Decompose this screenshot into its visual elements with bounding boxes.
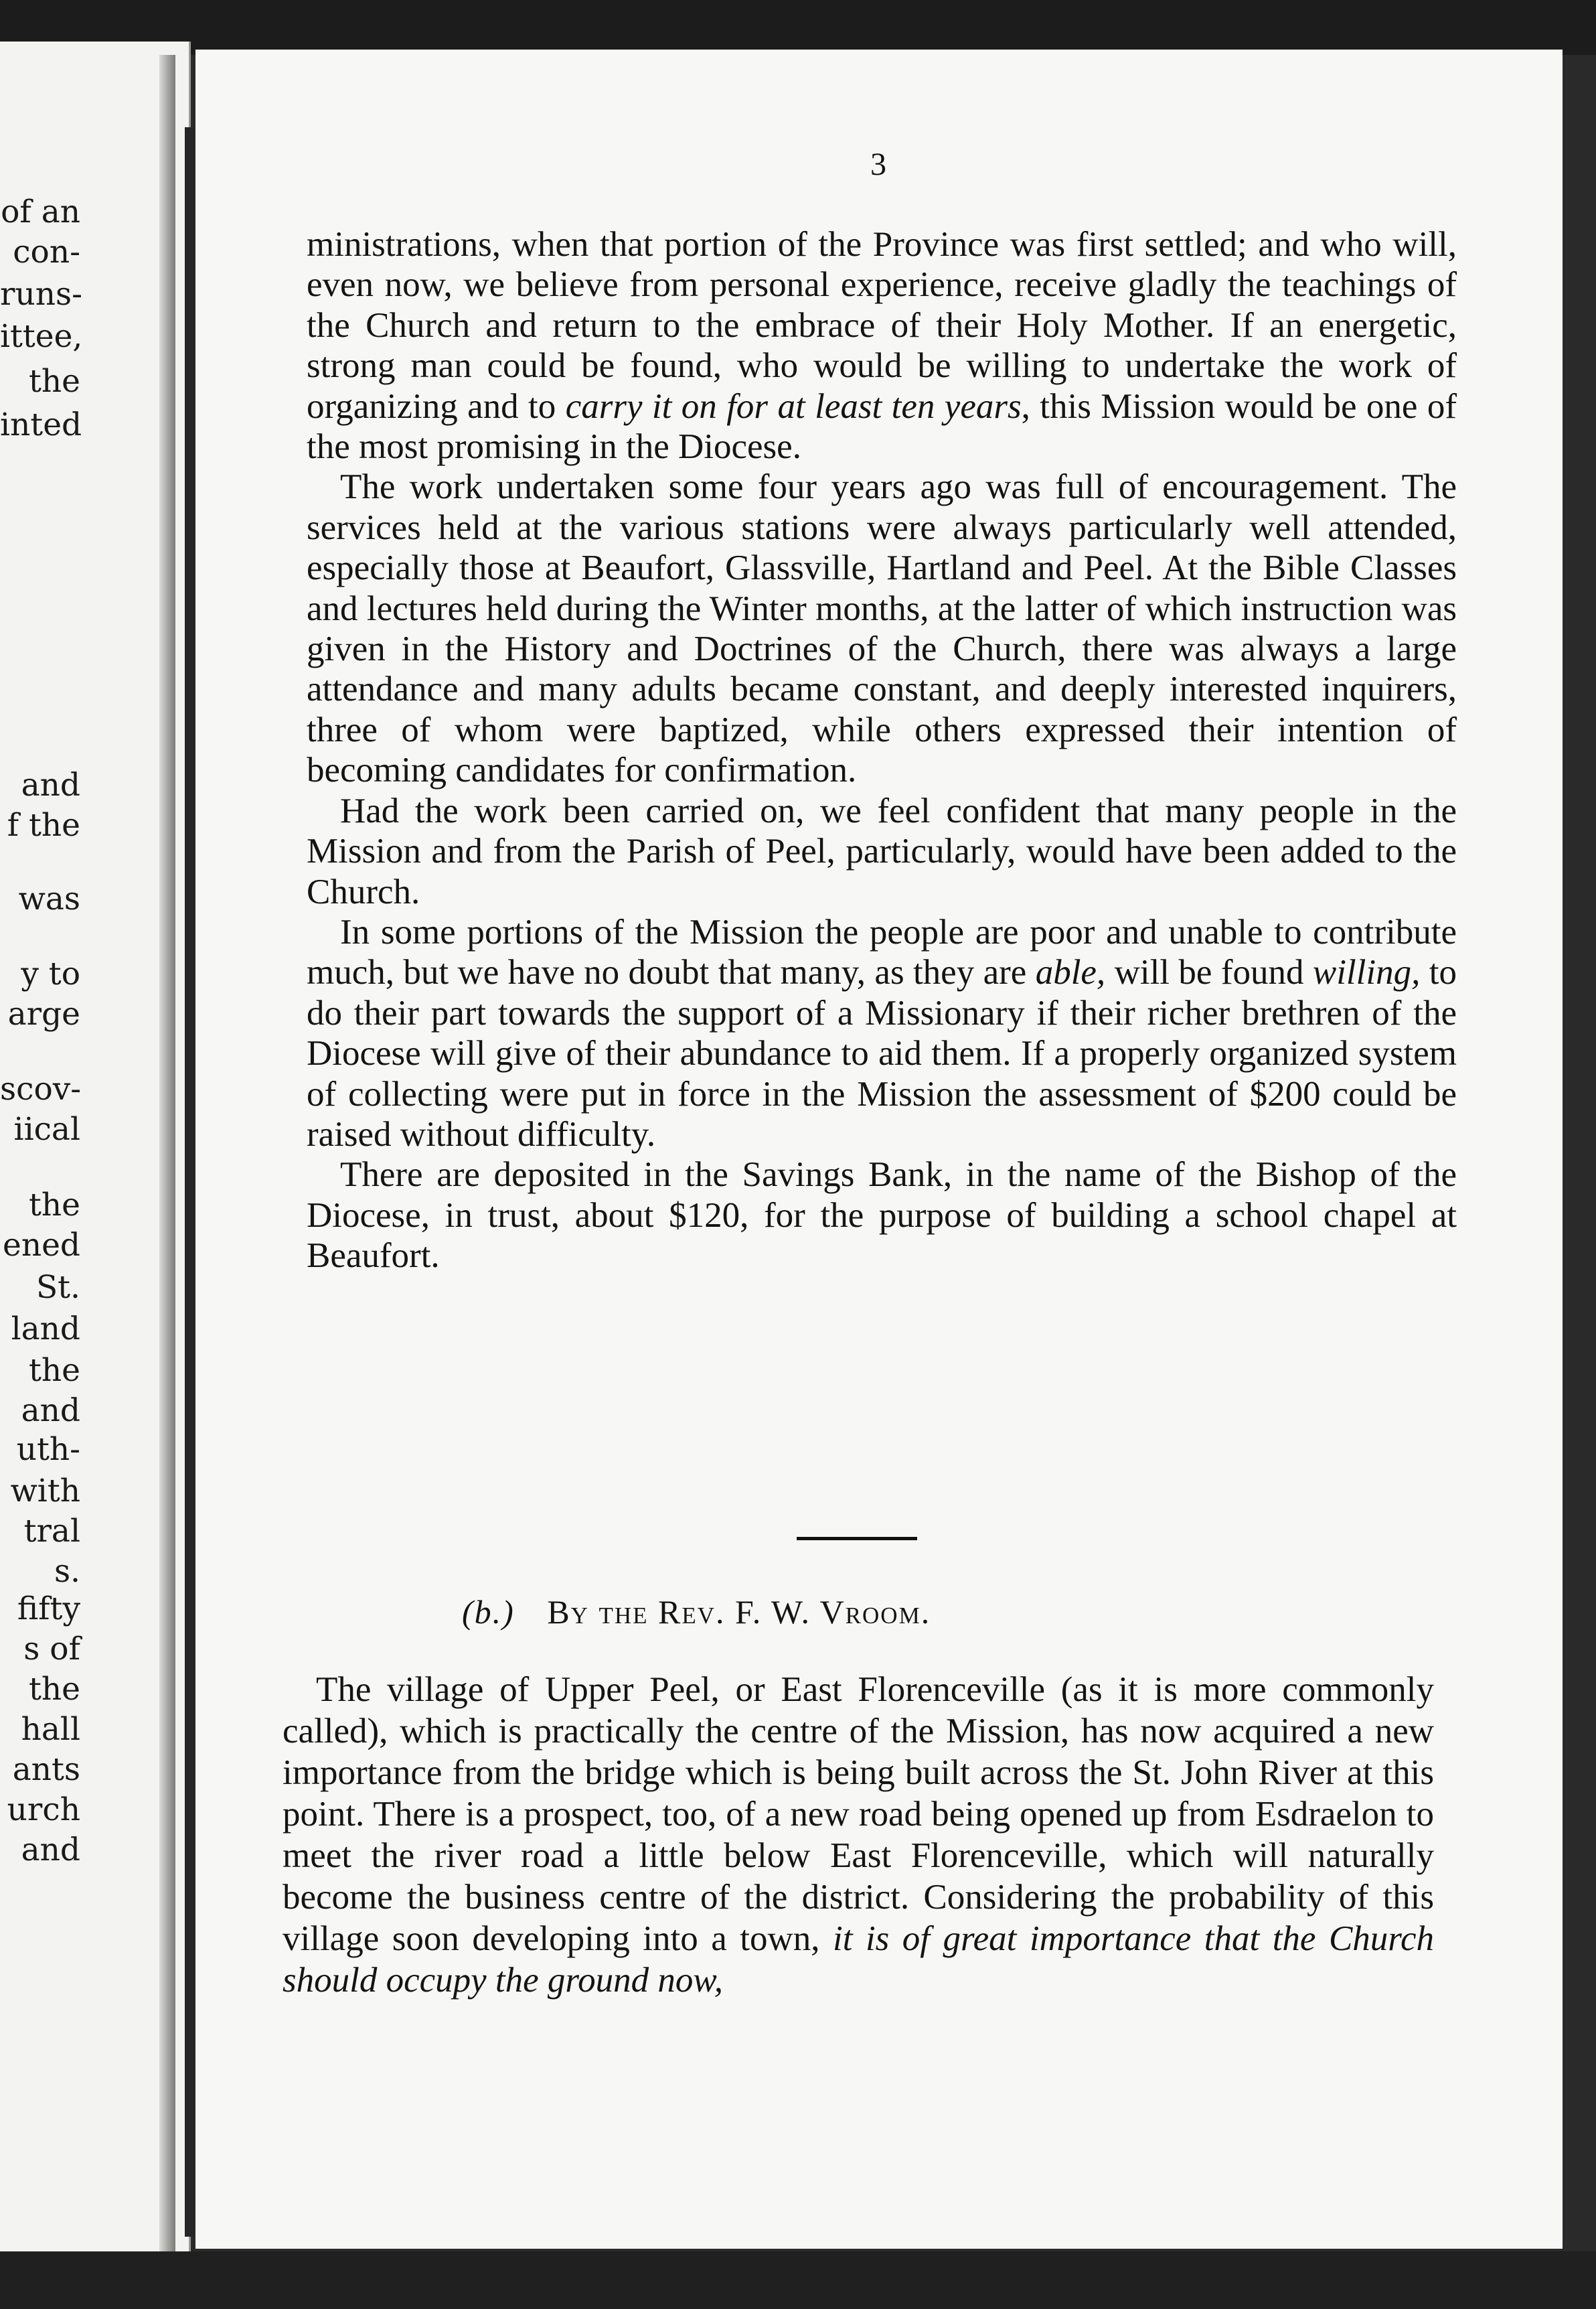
text-run: There are deposited in the Savings Bank, in the name of the Bishop of the Diocese, in trust, about $120, for the purpose of building a school chapel at Beaufort. — [307, 1155, 1457, 1276]
left-page-fragment: fifty — [17, 1590, 80, 1627]
left-page-fragment: f the — [7, 807, 80, 844]
left-page-fragment: and — [21, 1832, 80, 1868]
paragraph — [307, 224, 1457, 467]
paragraph — [283, 1669, 1434, 2001]
left-page-fragment: inted — [0, 406, 82, 443]
left-page-fragment: ened — [3, 1227, 80, 1264]
text-run: The village of Upper Peel, or East Florenceville (as it is more commonly called), which is practically the centre of the Mission, has now acquired a new importance from the bridge which is being built across the St. John River at this point. There is a prospect, too, of a new road being opened up from Esdraelon to meet the river road a little below East Florenceville, which will naturally become the business centre of the district. Considering the probability of this village soon developing into a town, — [283, 1670, 1434, 1958]
left-page-fragment: the — [29, 1187, 80, 1223]
scan-top-border — [0, 0, 1596, 55]
left-page-fragment: hall — [21, 1711, 80, 1748]
italic-text: carry it on for at least ten years — [565, 386, 1022, 426]
left-page-fragment: con- — [13, 234, 80, 271]
italic-text: willing, — [1312, 953, 1421, 992]
text-run: to do their part towards the support of a Missionary if their richer brethren of the Diocese will give of their abundance to aid them. If a properly organized system of collecting were put in force in the Mission the assessment of $200 could be raised without difficulty. — [307, 953, 1457, 1154]
text-run: will be found — [1105, 953, 1313, 992]
left-page-fragment: ants — [12, 1751, 80, 1788]
left-page-fragment: arge — [7, 996, 80, 1033]
left-page-fragment: land — [11, 1311, 80, 1347]
section-author: By the Rev. F. W. Vroom. — [547, 1593, 931, 1631]
body-text-section-b — [283, 1669, 1434, 2001]
left-page-fragment: the — [29, 1352, 80, 1389]
left-page-fragment: uth- — [16, 1431, 80, 1468]
text-run: ministrations, when that portion of the Province was first settled; and who will, even now, we believe from personal experience, receive gladly the teachings of the Church and return to the embrace of their Holy Mother. If an energetic, strong man could be found, who would be willing to undertake the work of organizing and to — [307, 225, 1457, 426]
binding-spine — [185, 127, 194, 2237]
left-page-fragment: s of — [23, 1631, 80, 1667]
section-divider — [797, 1537, 917, 1540]
left-page-fragment: iical — [13, 1111, 80, 1148]
left-page-fragment: the — [29, 1671, 80, 1708]
left-page-fragment: ittee, — [0, 318, 83, 355]
left-page-fragment: of an — [1, 194, 80, 230]
text-run: , this Mission would be one of the most promising in the Diocese. — [307, 386, 1457, 467]
paragraph — [307, 1154, 1457, 1276]
paragraph — [307, 912, 1457, 1154]
left-page-fragment: y to — [21, 956, 80, 992]
text-run: Had the work been carried on, we feel confident that many people in the Mission and from the Parish of Peel, particularly, would have been added to the Church. — [307, 791, 1457, 911]
italic-text: it is of great importance that the Church should occupy the ground now, — [283, 1919, 1434, 2000]
left-page-fragment: St. — [35, 1269, 80, 1306]
left-page-fragment: tral — [23, 1513, 80, 1550]
page-number: 3 — [870, 147, 886, 182]
scan-bottom-border — [0, 2251, 1596, 2309]
left-page-fragment: was — [18, 881, 80, 917]
paragraph — [307, 467, 1457, 790]
left-page-fragment: runs- — [0, 276, 83, 313]
left-page-fragment: with — [10, 1473, 80, 1509]
left-page-fragment: and — [21, 1392, 80, 1429]
italic-text: able, — [1035, 953, 1106, 992]
section-label: (b.) — [462, 1593, 515, 1631]
left-page-fragment: s. — [54, 1553, 80, 1590]
gutter-shadow — [159, 55, 175, 2251]
text-run: In some portions of the Mission the people are poor and unable to contribute much, but we have no doubt that many, as they are — [307, 912, 1457, 992]
paragraph — [307, 791, 1457, 912]
left-page-fragment: the — [29, 363, 80, 400]
left-page-fragment: scov- — [0, 1071, 82, 1108]
section-heading — [462, 1592, 1332, 1631]
text-run: The work undertaken some four years ago was full of encouragement. The services held at the various stations were always particularly well attended, especially those at Beaufort, Glassville, Hartland and Peel. At the Bible Classes and lectures held during the Winter months, at the latter of which instruction was given in the History and Doctrines of the Church, there was always a large attendance and many adults became constant, and deeply interested inquirers, three of whom were baptized, while others expressed their intention of becoming candidates for confirmation. — [307, 467, 1457, 790]
left-page-fragment: urch — [7, 1791, 80, 1828]
left-page-fragment: and — [21, 767, 80, 804]
body-text — [307, 224, 1457, 1276]
